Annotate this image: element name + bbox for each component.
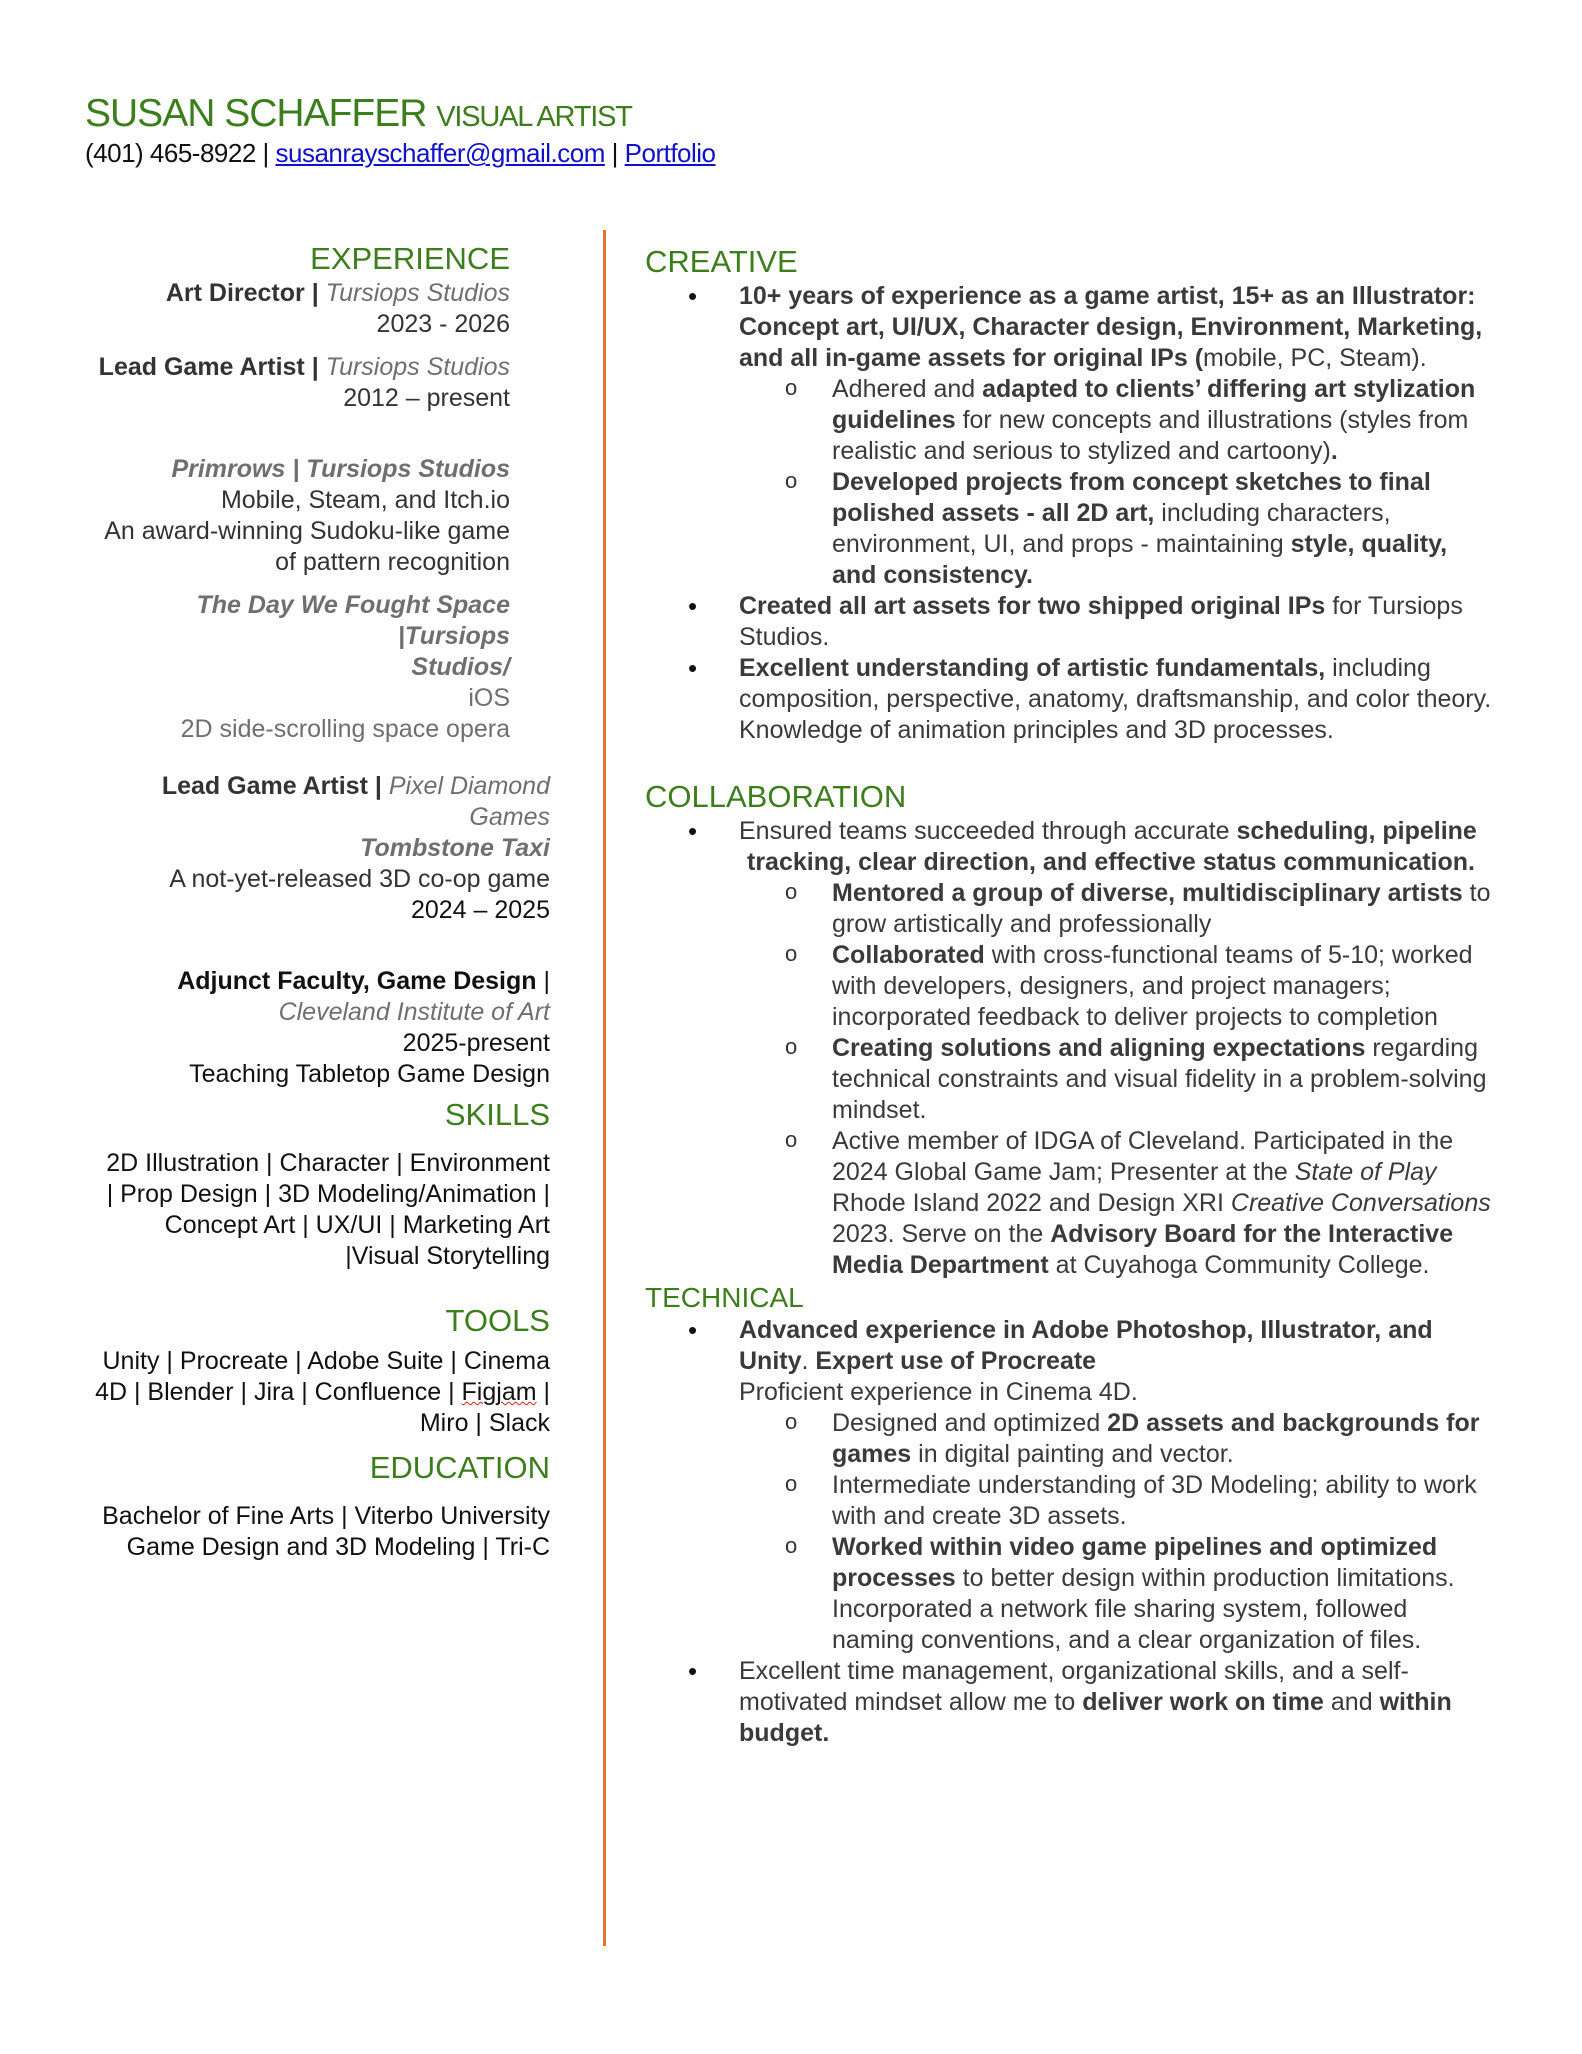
portfolio-link[interactable]: Portfolio [624,138,716,168]
tech-sub-1: o Designed and optimized 2D assets and backgrounds for games in digital painting and vector. [645,1408,1495,1470]
job-3-section [85,771,550,1563]
project-2-desc: 2D side-scrolling space opera [180,715,510,743]
job-2-years: 2012 – present [343,384,510,412]
creative-title: CREATIVE [645,244,798,279]
job-3-desc: A not-yet-released 3D co-op game [169,865,550,893]
creative-bullet-3: • Excellent understanding of artistic fundamentals, including composition, perspective, anatomy, draftsmanship, and color theory. Knowledge of animation principles and 3D processes. [645,653,1495,746]
skills-line-1: 2D Illustration | Character | Environment [106,1149,550,1177]
tools-line-2c: | [543,1378,550,1406]
collab-sub-3: o Creating solutions and aligning expectations regarding technical constraints and visual fidelity in a problem-solving mindset. [645,1033,1495,1126]
creative-sub-1: o Adhered and adapted to clients’ differing art stylization guidelines for new concepts and illustrations (styles from realistic and serious to stylized and cartoony). [645,374,1495,467]
job-1-role: Art Director | [165,279,319,307]
creative-sub-2: o Developed projects from concept sketches to final polished assets - all 2D art, including characters, environment, UI, and props - maintaining style, quality, and consistency. [645,467,1495,591]
skills-line-2: | Prop Design | 3D Modeling/Animation | [106,1180,550,1208]
collaboration-title: COLLABORATION [645,779,907,814]
tools-line-1: Unity | Procreate | Adobe Suite | Cinema [102,1347,550,1375]
collab-sub-1: o Mentored a group of diverse, multidisciplinary artists to grow artistically and professionally [645,878,1495,940]
contact-separator: | [611,138,618,168]
tools-line-2a: 4D | Blender | Jira | Confluence | [95,1378,455,1406]
phone: (401) 465-8922 | [85,138,269,168]
creative-section [645,243,1495,1749]
collab-sub-2: o Collaborated with cross-functional teams of 5-10; worked with developers, designers, and project managers; incorporated feedback to deliver projects to completion [645,940,1495,1033]
job-4-company: Cleveland Institute of Art [278,998,550,1026]
experience-title: EXPERIENCE [310,241,510,276]
project-1-title: Primrows | Tursiops Studios [171,455,510,483]
project-2-platform: iOS [468,684,510,712]
job-3-years: 2024 – 2025 [410,896,550,924]
job-1-company: Tursiops Studios [325,279,510,307]
job-4 [85,966,550,997]
technical-title: TECHNICAL [645,1282,804,1313]
job-2-role: Lead Game Artist | [98,353,319,381]
candidate-title: VISUAL ARTIST [436,101,632,133]
job-3-role: Lead Game Artist | [161,772,382,800]
job-3 [85,771,550,833]
project-1-desc-1: An award-winning Sudoku-like game [104,517,510,545]
tools-line-2 [85,1377,550,1408]
education-title: EDUCATION [369,1450,550,1485]
tools-title: TOOLS [445,1303,550,1338]
job-1 [85,278,510,309]
tech-sub-3: o Worked within video game pipelines and optimized processes to better design within production limitations. Incorporated a network file sharing system, followed naming conventions, and a clear organization of files. [645,1532,1495,1656]
creative-bullet-2: • Created all art assets for two shipped original IPs for Tursiops Studios. [645,591,1495,653]
tech-sub-2: o Intermediate understanding of 3D Modeling; ability to work with and create 3D assets. [645,1470,1495,1532]
education-line-1: Bachelor of Fine Arts | Viterbo University [102,1502,550,1530]
creative-bullet-1: • 10+ years of experience as a game artist, 15+ as an Illustrator: Concept art, UI/UX, Character design, Environment, Marketing, and all in-game assets for original IPs (mobile, PC, Steam). [645,281,1495,374]
collab-bullet-1: • Ensured teams succeeded through accurate scheduling, pipeline tracking, clear direction, and effective status communication. [645,816,1495,878]
experience-section [85,240,510,745]
job-3-project: Tombstone Taxi [360,834,550,862]
email-link[interactable]: susanrayschaffer@gmail.com [275,138,605,168]
job-4-separator: | [543,967,550,995]
tech-bullet-2: • Excellent time management, organizational skills, and a self-motivated mindset allow me to deliver work on time and within budget. [645,1656,1495,1749]
tools-figjam: Figjam [461,1378,537,1406]
project-1-desc-2: of pattern recognition [275,548,510,576]
contact-line [85,138,716,169]
tools-line-3: Miro | Slack [419,1409,550,1437]
job-4-desc: Teaching Tabletop Game Design [189,1060,550,1088]
job-1-years: 2023 - 2026 [376,310,510,338]
project-2-title-2: Studios/ [411,653,510,681]
candidate-name: SUSAN SCHAFFER [85,92,427,135]
skills-title: SKILLS [444,1097,550,1132]
job-4-role: Adjunct Faculty, Game Design [177,967,537,995]
skills-line-4: |Visual Storytelling [345,1242,550,1270]
name-line [85,92,716,136]
job-3-company: Pixel Diamond Games [388,772,550,831]
job-2 [85,352,510,383]
tech-cinema: Proficient experience in Cinema 4D. [739,1378,1138,1406]
tech-bullet-1: • Advanced experience in Adobe Photoshop, Illustrator, and Unity. Expert use of Procreate [645,1315,1495,1377]
collab-sub-4: o Active member of IDGA of Cleveland. Participated in the 2024 Global Game Jam; Presenter at the State of Play Rhode Island 2022 and Design XRI Creative Conversations 2023. Serve on the Advisory Board for the Interactive Media Department at Cuyahoga Community College. [645,1126,1495,1281]
column-divider [603,230,606,1946]
skills-line-3: Concept Art | UX/UI | Marketing Art [164,1211,550,1239]
education-line-2: Game Design and 3D Modeling | Tri-C [126,1533,550,1561]
job-2-company: Tursiops Studios [325,353,510,381]
job-4-years: 2025-present [402,1029,550,1057]
resume-header [85,92,716,169]
project-1-platform: Mobile, Steam, and Itch.io [220,486,510,514]
project-2-title-1: The Day We Fought Space |Tursiops [196,591,510,650]
